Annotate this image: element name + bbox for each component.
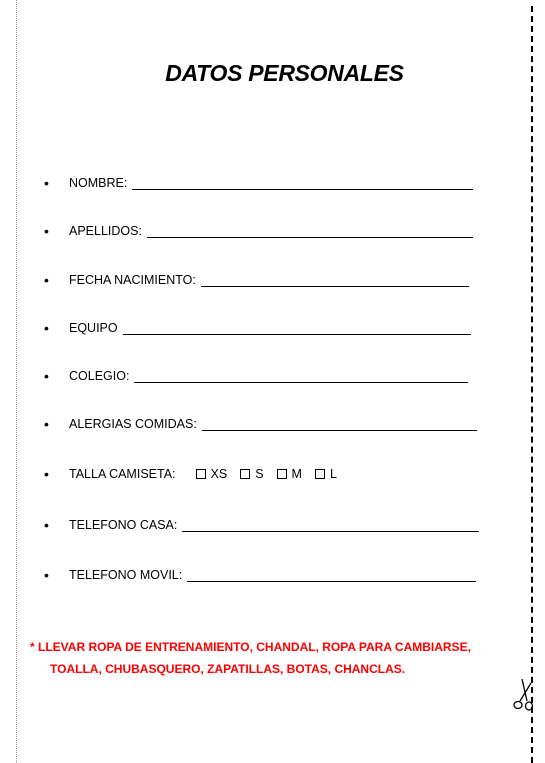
field-label: APELLIDOS: xyxy=(69,224,142,238)
size-label: L xyxy=(329,467,337,481)
field-label: FECHA NACIMIENTO: xyxy=(69,273,196,287)
field-label: TELEFONO CASA: xyxy=(69,518,178,532)
page-margin-border xyxy=(16,0,17,763)
size-label: XS xyxy=(210,467,228,481)
field-equipo xyxy=(44,319,471,335)
size-options xyxy=(196,467,350,481)
field-label: TELEFONO MOVIL: xyxy=(69,568,183,582)
bullet-icon: • xyxy=(44,272,49,288)
bullet-icon: • xyxy=(44,223,49,239)
instructions-note xyxy=(30,636,500,680)
scissors-icon xyxy=(512,676,536,714)
nombre-input-line[interactable] xyxy=(132,189,473,190)
field-fecha-nacimiento xyxy=(44,271,469,287)
bullet-icon: • xyxy=(44,466,49,482)
bullet-icon: • xyxy=(44,517,49,533)
telefono-movil-input-line[interactable] xyxy=(187,581,476,582)
field-label: TALLA CAMISETA: xyxy=(69,467,176,481)
checkbox-icon[interactable] xyxy=(240,469,250,479)
size-option-xs[interactable] xyxy=(196,467,228,481)
size-option-s[interactable] xyxy=(240,467,263,481)
telefono-casa-input-line[interactable] xyxy=(182,531,479,532)
alergias-input-line[interactable] xyxy=(202,430,477,431)
equipo-input-line[interactable] xyxy=(123,334,471,335)
field-label: NOMBRE: xyxy=(69,176,128,190)
size-option-l[interactable] xyxy=(315,467,337,481)
size-label: S xyxy=(255,467,264,481)
apellidos-input-line[interactable] xyxy=(147,237,473,238)
field-label: COLEGIO: xyxy=(69,369,130,383)
bullet-icon: • xyxy=(44,567,49,583)
checkbox-icon[interactable] xyxy=(277,469,287,479)
fecha-nacimiento-input-line[interactable] xyxy=(201,286,469,287)
field-telefono-movil xyxy=(44,566,476,582)
page-title: DATOS PERSONALES xyxy=(165,60,404,86)
checkbox-icon[interactable] xyxy=(196,469,206,479)
field-label: ALERGIAS COMIDAS: xyxy=(69,417,197,431)
field-nombre xyxy=(44,174,473,190)
field-label: EQUIPO xyxy=(69,321,118,335)
field-apellidos xyxy=(44,222,473,238)
field-talla-camiseta xyxy=(44,465,350,481)
size-label: M xyxy=(291,467,302,481)
colegio-input-line[interactable] xyxy=(134,382,468,383)
bullet-icon: • xyxy=(44,416,49,432)
note-line-1: * LLEVAR ROPA DE ENTRENAMIENTO, CHANDAL, ROPA PARA CAMBIARSE, xyxy=(30,640,471,654)
field-colegio xyxy=(44,367,468,383)
bullet-icon: • xyxy=(44,175,49,191)
note-line-2: TOALLA, CHUBASQUERO, ZAPATILLAS, BOTAS, CHANCLAS. xyxy=(50,662,406,676)
field-telefono-casa xyxy=(44,516,479,532)
checkbox-icon[interactable] xyxy=(315,469,325,479)
size-option-m[interactable] xyxy=(277,467,302,481)
cut-line xyxy=(531,6,533,763)
field-alergias-comidas xyxy=(44,415,477,431)
bullet-icon: • xyxy=(44,320,49,336)
bullet-icon: • xyxy=(44,368,49,384)
